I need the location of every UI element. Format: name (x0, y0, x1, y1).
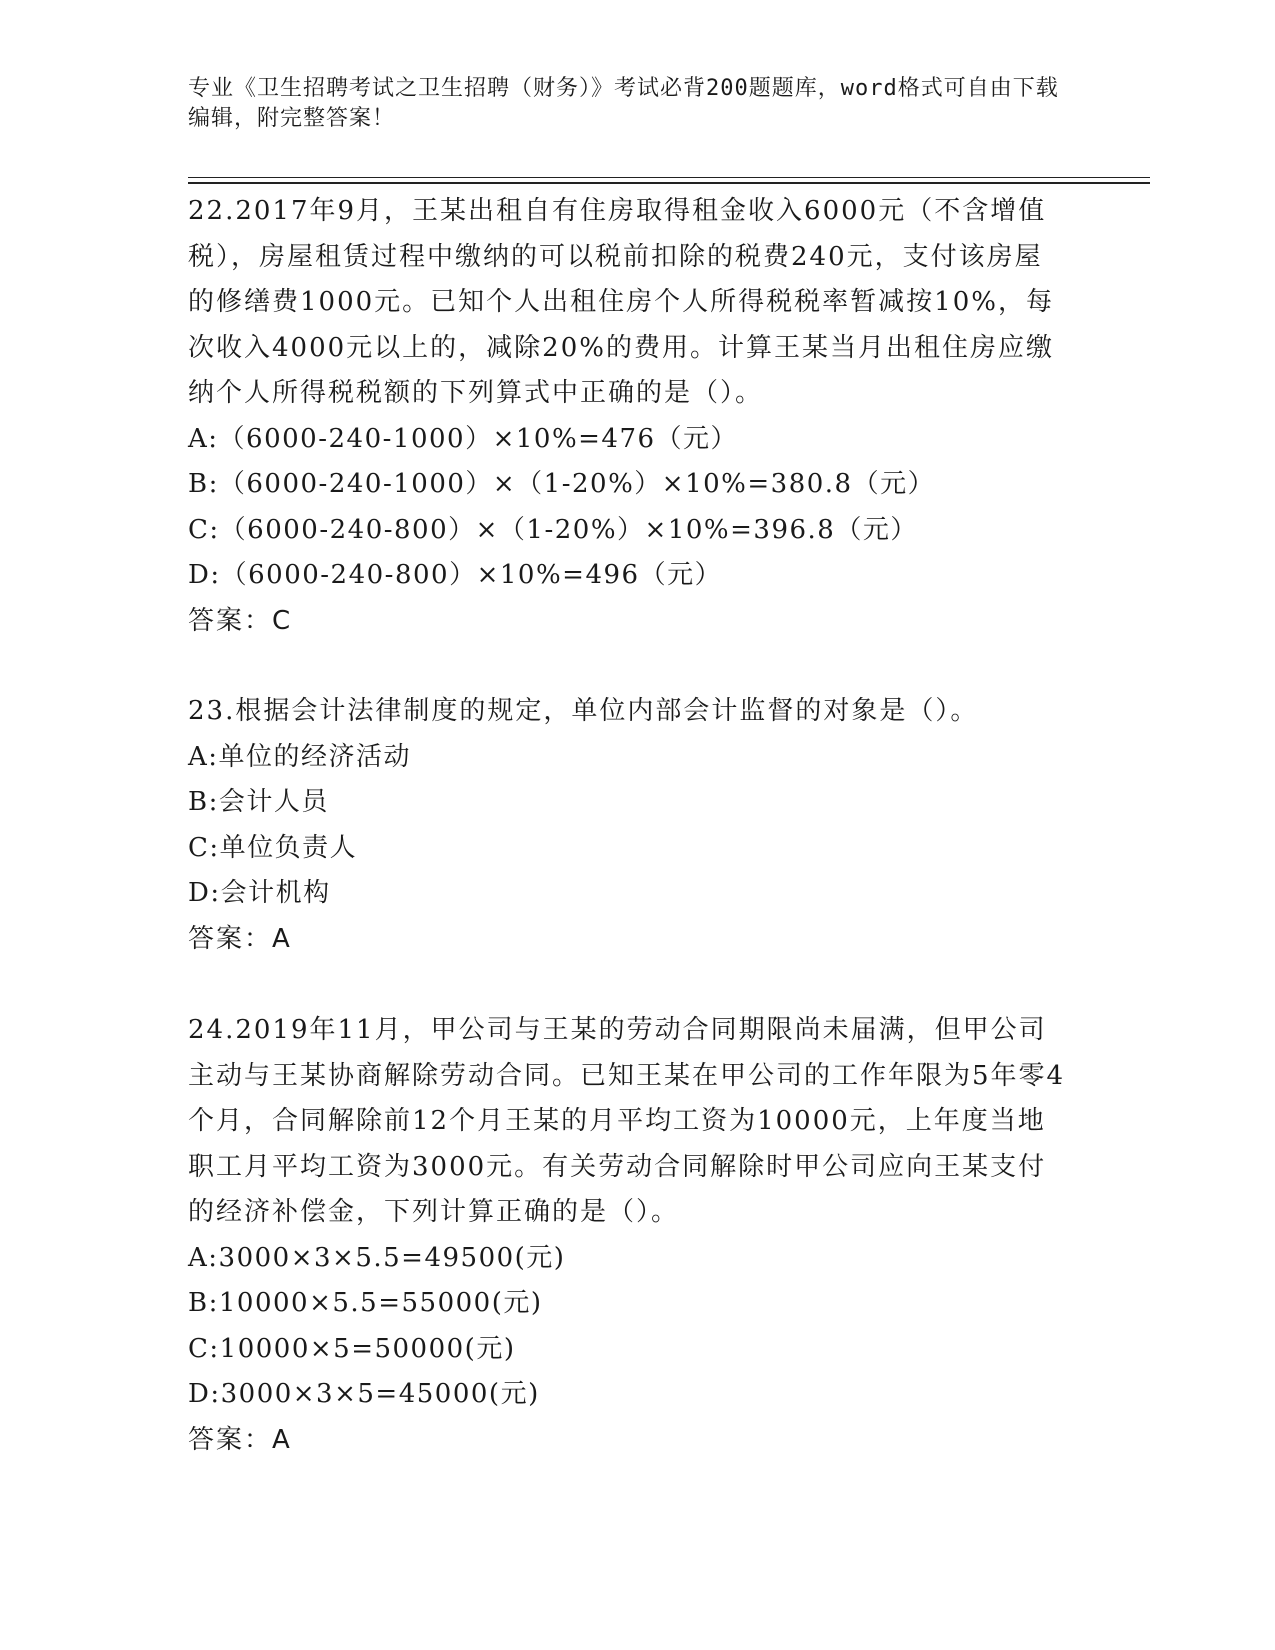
document-header: 专业《卫生招聘考试之卫生招聘（财务）》考试必背200题题库，word格式可自由下载编辑，附完整答案！ (188, 76, 1059, 131)
option-c: C:单位负责人 (188, 832, 358, 863)
question-stem: 24.2019年11月，甲公司与王某的劳动合同期限尚未届满，但甲公司主动与王某协商解除劳动合同。已知王某在甲公司的工作年限为5年零4个月，合同解除前12个月王某的月平均工资为10000元，上年度当地职工月平均工资为3000元。有关劳动合同解除时甲公司应向王某支付的经济补偿金，下列计算正确的是（）。 (188, 1015, 1066, 1227)
option-b: B:10000×5.5=55000(元) (188, 1288, 543, 1318)
option-d: D:（6000-240-800）×10%=496（元） (188, 560, 723, 590)
option-b: B:会计人员 (188, 787, 329, 817)
question-22 (188, 189, 1068, 644)
question-24 (188, 1008, 1068, 1463)
option-c: C:10000×5=50000(元) (188, 1333, 516, 1364)
question-stem: 23.根据会计法律制度的规定，单位内部会计监督的对象是（）。 (188, 696, 979, 726)
option-d: D:会计机构 (188, 878, 331, 908)
option-b: B:（6000-240-1000）×（1-20%）×10%=380.8（元） (188, 469, 936, 499)
option-a: A:单位的经济活动 (188, 741, 412, 772)
question-23 (188, 689, 1068, 962)
option-a: A:3000×3×5.5=49500(元) (188, 1242, 566, 1273)
question-stem: 22.2017年9月，王某出租自有住房取得租金收入6000元（不含增值税），房屋租赁过程中缴纳的可以税前扣除的税费240元，支付该房屋的修缮费1000元。已知个人出租住房个人所得税税率暂减按10%，每次收入4000元以上的，减除20%的费用。计算王某当月出租住房应缴纳个人所得税税额的下列算式中正确的是（）。 (188, 196, 1054, 408)
header-divider-thick (188, 182, 1150, 184)
answer-line: 答案：C (188, 605, 293, 636)
option-c: C:（6000-240-800）×（1-20%）×10%=396.8（元） (188, 514, 918, 545)
option-a: A:（6000-240-1000）×10%=476（元） (188, 423, 739, 454)
option-d: D:3000×3×5=45000(元) (188, 1379, 540, 1409)
header-divider-thin (188, 177, 1150, 178)
answer-line: 答案：A (188, 1424, 292, 1455)
answer-line: 答案：A (188, 923, 292, 954)
